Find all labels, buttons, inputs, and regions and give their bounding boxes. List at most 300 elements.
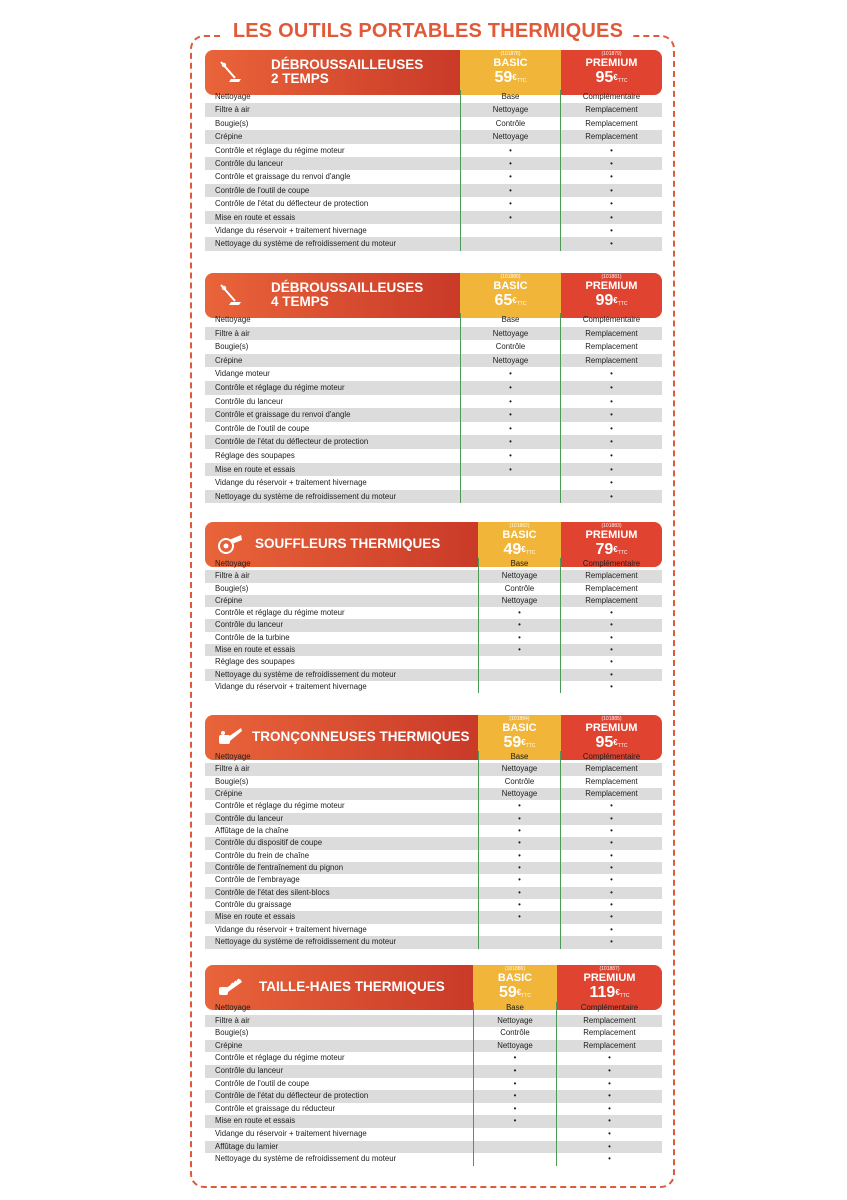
basic-cell bbox=[478, 656, 561, 668]
section-title-line2: 2 TEMPS bbox=[271, 71, 329, 86]
service-label: Vidange moteur bbox=[215, 369, 270, 379]
premium-cell: Remplacement bbox=[585, 342, 638, 352]
basic-cell: • bbox=[460, 463, 561, 477]
table-row bbox=[205, 924, 662, 936]
service-label: Nettoyage du système de refroidissement du moteur bbox=[215, 239, 397, 249]
basic-plan-label: BASIC bbox=[502, 722, 537, 734]
service-label: Contrôle du graissage bbox=[215, 900, 292, 910]
premium-price-ttc: TTC bbox=[617, 301, 628, 307]
basic-price-value: 59 bbox=[499, 984, 517, 1001]
premium-price-ttc: TTC bbox=[617, 743, 628, 749]
service-label: Nettoyage du système de refroidissement du moteur bbox=[215, 1154, 397, 1164]
premium-cell: • bbox=[610, 158, 613, 168]
basic-cell: Base bbox=[478, 558, 561, 570]
service-label: Contrôle du lanceur bbox=[215, 1065, 284, 1075]
basic-cell bbox=[473, 1128, 557, 1141]
premium-cell: • bbox=[610, 645, 613, 655]
basic-cell: • bbox=[478, 813, 561, 825]
basic-price-value: 49 bbox=[503, 541, 522, 558]
basic-cell: • bbox=[478, 899, 561, 911]
premium-plan-price bbox=[561, 69, 662, 90]
premium-cell: Complémentaire bbox=[580, 1003, 639, 1012]
basic-cell: • bbox=[460, 449, 561, 463]
table-row bbox=[205, 874, 662, 886]
table-row bbox=[205, 887, 662, 899]
section-title-bar bbox=[205, 50, 460, 95]
table-row bbox=[205, 1002, 662, 1015]
section-title bbox=[271, 58, 423, 86]
basic-plan-header bbox=[460, 273, 561, 318]
premium-cell: Remplacement bbox=[585, 571, 638, 581]
tool-section bbox=[205, 715, 662, 947]
premium-cell: • bbox=[610, 145, 613, 155]
premium-cell: Remplacement bbox=[583, 1040, 636, 1050]
basic-cell bbox=[478, 936, 561, 948]
table-row bbox=[205, 583, 662, 595]
table-row bbox=[205, 669, 662, 681]
premium-cell: • bbox=[608, 1053, 611, 1063]
service-label: Crépine bbox=[215, 1040, 243, 1050]
table-row bbox=[205, 327, 662, 341]
service-label: Bougie(s) bbox=[215, 118, 249, 128]
premium-cell: Remplacement bbox=[585, 328, 638, 338]
table-row bbox=[205, 117, 662, 130]
premium-cell: • bbox=[610, 382, 613, 392]
table-row bbox=[205, 144, 662, 157]
premium-plan-code: (101885) bbox=[601, 716, 622, 722]
basic-cell: • bbox=[473, 1052, 557, 1065]
basic-cell: Base bbox=[460, 90, 561, 103]
premium-cell: • bbox=[608, 1128, 611, 1138]
table-row bbox=[205, 237, 662, 250]
service-label: Contrôle du dispositif de coupe bbox=[215, 838, 323, 848]
basic-price-currency: € bbox=[512, 73, 517, 82]
service-label: Filtre à air bbox=[215, 328, 250, 338]
basic-cell: Nettoyage bbox=[460, 327, 561, 341]
table-row bbox=[205, 825, 662, 837]
premium-plan-header bbox=[561, 50, 662, 95]
basic-cell: Nettoyage bbox=[478, 763, 561, 775]
hedge-trimmer-icon bbox=[217, 974, 243, 1000]
table-row bbox=[205, 899, 662, 911]
table-row bbox=[205, 776, 662, 788]
basic-cell: • bbox=[478, 911, 561, 923]
premium-price-value: 119 bbox=[589, 984, 616, 1001]
premium-cell: • bbox=[610, 239, 613, 249]
basic-cell: • bbox=[473, 1078, 557, 1091]
premium-price-value: 99 bbox=[595, 292, 614, 309]
service-label: Contrôle du lanceur bbox=[215, 813, 284, 823]
basic-cell: • bbox=[460, 367, 561, 381]
basic-cell: • bbox=[473, 1090, 557, 1103]
table-row bbox=[205, 788, 662, 800]
premium-cell: Remplacement bbox=[583, 1015, 636, 1025]
table-row bbox=[205, 1128, 662, 1141]
basic-cell: Contrôle bbox=[460, 340, 561, 354]
basic-cell: Contrôle bbox=[473, 1027, 557, 1040]
premium-cell: • bbox=[610, 396, 613, 406]
basic-cell: Nettoyage bbox=[478, 788, 561, 800]
service-label: Nettoyage du système de refroidissement du moteur bbox=[215, 491, 397, 501]
table-row bbox=[205, 1141, 662, 1154]
premium-cell: Complémentaire bbox=[582, 315, 641, 324]
basic-plan-label: BASIC bbox=[493, 57, 528, 69]
service-label: Affûtage du lamier bbox=[215, 1141, 279, 1151]
table-row bbox=[205, 197, 662, 210]
table-row bbox=[205, 1052, 662, 1065]
service-label: Nettoyage bbox=[215, 1003, 251, 1012]
service-label: Mise en route et essais bbox=[215, 912, 296, 922]
basic-cell bbox=[460, 237, 561, 250]
premium-cell: • bbox=[610, 172, 613, 182]
premium-cell: • bbox=[610, 669, 613, 679]
basic-cell: Contrôle bbox=[478, 776, 561, 788]
premium-plan-header bbox=[561, 273, 662, 318]
premium-cell: • bbox=[610, 801, 613, 811]
service-label: Contrôle de l'embrayage bbox=[215, 875, 300, 885]
premium-price-value: 79 bbox=[595, 541, 614, 558]
table-row bbox=[205, 595, 662, 607]
service-label: Vidange du réservoir + traitement hivernage bbox=[215, 478, 367, 488]
service-label: Contrôle de la turbine bbox=[215, 632, 290, 642]
section-title-line1: SOUFFLEURS THERMIQUES bbox=[255, 536, 441, 551]
premium-cell: Complémentaire bbox=[582, 559, 641, 568]
table-row bbox=[205, 632, 662, 644]
table-row bbox=[205, 170, 662, 183]
basic-cell: Nettoyage bbox=[478, 595, 561, 607]
premium-cell: • bbox=[610, 608, 613, 618]
table-row bbox=[205, 103, 662, 116]
service-label: Contrôle et réglage du régime moteur bbox=[215, 1053, 345, 1063]
table-row bbox=[205, 211, 662, 224]
service-label: Crépine bbox=[215, 355, 243, 365]
premium-plan-code: (101879) bbox=[601, 51, 622, 57]
service-label: Contrôle et réglage du régime moteur bbox=[215, 608, 345, 618]
service-label: Mise en route et essais bbox=[215, 645, 296, 655]
basic-cell: • bbox=[460, 381, 561, 395]
premium-price-value: 95 bbox=[595, 69, 614, 86]
chainsaw-icon bbox=[217, 724, 243, 750]
table-row bbox=[205, 422, 662, 436]
premium-cell: • bbox=[608, 1065, 611, 1075]
premium-cell: • bbox=[608, 1141, 611, 1151]
service-label: Contrôle du lanceur bbox=[215, 396, 284, 406]
table-row bbox=[205, 435, 662, 449]
premium-plan-label: PREMIUM bbox=[585, 280, 638, 292]
premium-cell: • bbox=[610, 887, 613, 897]
basic-cell: • bbox=[473, 1103, 557, 1116]
service-label: Contrôle et graissage du renvoi d'angle bbox=[215, 172, 351, 182]
basic-cell: Contrôle bbox=[460, 117, 561, 130]
basic-price-value: 59 bbox=[494, 69, 513, 86]
blower-icon bbox=[217, 531, 243, 557]
table-row bbox=[205, 1065, 662, 1078]
basic-cell bbox=[478, 924, 561, 936]
table-row bbox=[205, 558, 662, 570]
service-label: Contrôle de l'entraînement du pignon bbox=[215, 863, 344, 873]
basic-cell: • bbox=[478, 862, 561, 874]
table-row bbox=[205, 751, 662, 763]
premium-cell: • bbox=[608, 1154, 611, 1164]
page-title: LES OUTILS PORTABLES THERMIQUES bbox=[224, 18, 632, 44]
basic-price-value: 59 bbox=[503, 734, 522, 751]
table-row bbox=[205, 644, 662, 656]
basic-plan-price bbox=[460, 69, 561, 90]
table-row bbox=[205, 313, 662, 327]
premium-cell: • bbox=[608, 1103, 611, 1113]
basic-price-value: 65 bbox=[494, 292, 513, 309]
basic-plan-code: (101878) bbox=[500, 51, 521, 57]
service-table bbox=[205, 90, 662, 251]
table-row bbox=[205, 911, 662, 923]
premium-cell: Remplacement bbox=[585, 118, 638, 128]
basic-price-ttc: TTC bbox=[525, 743, 536, 749]
basic-price-ttc: TTC bbox=[521, 993, 531, 999]
basic-cell: • bbox=[478, 632, 561, 644]
table-row bbox=[205, 381, 662, 395]
basic-cell: • bbox=[460, 197, 561, 210]
service-label: Filtre à air bbox=[215, 1015, 250, 1025]
premium-cell: Remplacement bbox=[585, 595, 638, 605]
basic-cell: • bbox=[478, 619, 561, 631]
basic-cell: • bbox=[478, 644, 561, 656]
premium-cell: • bbox=[610, 875, 613, 885]
basic-cell: • bbox=[460, 408, 561, 422]
basic-plan-label: BASIC bbox=[502, 529, 537, 541]
service-label: Contrôle et graissage du renvoi d'angle bbox=[215, 410, 351, 420]
premium-plan-label: PREMIUM bbox=[585, 529, 638, 541]
premium-plan-price bbox=[561, 292, 662, 313]
premium-cell: • bbox=[610, 900, 613, 910]
section-title-line1: TRONÇONNEUSES THERMIQUES bbox=[252, 729, 470, 744]
basic-plan-label: BASIC bbox=[493, 280, 528, 292]
service-label: Nettoyage bbox=[215, 92, 251, 101]
brushcutter-icon bbox=[217, 282, 243, 308]
service-label: Vidange du réservoir + traitement hivernage bbox=[215, 681, 367, 691]
premium-cell: • bbox=[610, 632, 613, 642]
basic-cell: Base bbox=[473, 1002, 557, 1015]
table-row bbox=[205, 862, 662, 874]
service-label: Contrôle de l'outil de coupe bbox=[215, 1078, 310, 1088]
section-header bbox=[205, 50, 662, 95]
section-title-line2: 4 TEMPS bbox=[271, 294, 329, 309]
basic-plan-code: (101880) bbox=[500, 274, 521, 280]
table-row bbox=[205, 1103, 662, 1116]
premium-cell: • bbox=[610, 863, 613, 873]
premium-cell: • bbox=[610, 478, 613, 488]
basic-cell: • bbox=[460, 144, 561, 157]
basic-cell: Contrôle bbox=[478, 583, 561, 595]
table-row bbox=[205, 1153, 662, 1166]
service-label: Contrôle du lanceur bbox=[215, 158, 284, 168]
section-title bbox=[255, 537, 440, 551]
basic-cell: • bbox=[460, 395, 561, 409]
premium-cell: • bbox=[610, 369, 613, 379]
premium-cell: Complémentaire bbox=[582, 92, 641, 101]
basic-cell: • bbox=[460, 422, 561, 436]
basic-cell: • bbox=[478, 800, 561, 812]
basic-price-ttc: TTC bbox=[516, 301, 527, 307]
premium-plan-label: PREMIUM bbox=[585, 57, 638, 69]
service-label: Bougie(s) bbox=[215, 342, 249, 352]
basic-price-ttc: TTC bbox=[516, 78, 527, 84]
section-title-line1: TAILLE-HAIES THERMIQUES bbox=[259, 979, 445, 994]
premium-cell: • bbox=[610, 199, 613, 209]
basic-price-currency: € bbox=[521, 738, 526, 747]
basic-cell: • bbox=[460, 435, 561, 449]
premium-price-ttc: TTC bbox=[617, 78, 628, 84]
tool-section bbox=[205, 50, 662, 249]
basic-cell: Base bbox=[478, 751, 561, 763]
premium-cell: Remplacement bbox=[585, 776, 638, 786]
basic-cell: Nettoyage bbox=[460, 354, 561, 368]
table-row bbox=[205, 476, 662, 490]
brushcutter-icon bbox=[217, 59, 243, 85]
section-header bbox=[205, 273, 662, 318]
basic-cell bbox=[473, 1153, 557, 1166]
basic-cell: • bbox=[460, 211, 561, 224]
premium-price-currency: € bbox=[613, 73, 618, 82]
basic-cell: Base bbox=[460, 313, 561, 327]
service-label: Filtre à air bbox=[215, 105, 250, 115]
basic-plan-header bbox=[460, 50, 561, 95]
basic-price-currency: € bbox=[521, 545, 526, 554]
basic-cell bbox=[478, 681, 561, 693]
table-row bbox=[205, 490, 662, 504]
table-row bbox=[205, 449, 662, 463]
service-label: Contrôle et réglage du régime moteur bbox=[215, 382, 345, 392]
premium-cell: • bbox=[610, 410, 613, 420]
service-label: Contrôle et graissage du réducteur bbox=[215, 1103, 336, 1113]
service-table bbox=[205, 1002, 662, 1166]
service-label: Contrôle du lanceur bbox=[215, 620, 284, 630]
tool-section bbox=[205, 965, 662, 1164]
basic-cell: • bbox=[460, 157, 561, 170]
table-row bbox=[205, 354, 662, 368]
premium-price-currency: € bbox=[613, 545, 618, 554]
basic-cell: • bbox=[478, 850, 561, 862]
premium-cell: • bbox=[610, 620, 613, 630]
service-label: Bougie(s) bbox=[215, 1028, 249, 1038]
premium-cell: Remplacement bbox=[583, 1028, 636, 1038]
premium-plan-code: (101883) bbox=[601, 523, 622, 529]
table-row bbox=[205, 1078, 662, 1091]
table-row bbox=[205, 367, 662, 381]
table-row bbox=[205, 763, 662, 775]
premium-cell: • bbox=[610, 850, 613, 860]
basic-cell bbox=[478, 669, 561, 681]
basic-price-currency: € bbox=[516, 988, 522, 997]
premium-cell: Remplacement bbox=[585, 355, 638, 365]
basic-plan-code: (101886) bbox=[504, 966, 525, 972]
premium-cell: • bbox=[610, 826, 613, 836]
premium-cell: • bbox=[610, 657, 613, 667]
basic-cell: • bbox=[478, 825, 561, 837]
table-row bbox=[205, 837, 662, 849]
table-row bbox=[205, 681, 662, 693]
service-table bbox=[205, 313, 662, 503]
service-label: Mise en route et essais bbox=[215, 1116, 296, 1126]
basic-plan-price bbox=[460, 292, 561, 313]
section-title-bar bbox=[205, 273, 460, 318]
service-table bbox=[205, 751, 662, 949]
table-row bbox=[205, 619, 662, 631]
service-table bbox=[205, 558, 662, 693]
table-row bbox=[205, 340, 662, 354]
service-label: Vidange du réservoir + traitement hivernage bbox=[215, 924, 367, 934]
basic-cell bbox=[460, 476, 561, 490]
service-label: Contrôle et réglage du régime moteur bbox=[215, 801, 345, 811]
service-label: Contrôle de l'état du déflecteur de protection bbox=[215, 1091, 369, 1101]
section-title-line1: DÉBROUSSAILLEUSES bbox=[271, 280, 424, 295]
table-row bbox=[205, 224, 662, 237]
table-row bbox=[205, 607, 662, 619]
service-label: Contrôle de l'outil de coupe bbox=[215, 423, 310, 433]
premium-cell: • bbox=[610, 423, 613, 433]
service-label: Affûtage de la chaîne bbox=[215, 826, 289, 836]
tool-section bbox=[205, 273, 662, 501]
service-label: Nettoyage bbox=[215, 752, 251, 761]
premium-cell: • bbox=[610, 924, 613, 934]
premium-cell: Remplacement bbox=[585, 764, 638, 774]
basic-cell: Nettoyage bbox=[473, 1015, 557, 1028]
premium-plan-label: PREMIUM bbox=[585, 722, 638, 734]
premium-price-ttc: TTC bbox=[617, 550, 628, 556]
basic-cell: • bbox=[473, 1065, 557, 1078]
premium-plan-code: (101881) bbox=[601, 274, 622, 280]
section-title bbox=[252, 730, 470, 744]
table-row bbox=[205, 656, 662, 668]
premium-cell: Remplacement bbox=[585, 132, 638, 142]
premium-cell: • bbox=[608, 1116, 611, 1126]
table-row bbox=[205, 130, 662, 143]
premium-cell: • bbox=[610, 491, 613, 501]
premium-cell: • bbox=[608, 1091, 611, 1101]
section-title-line1: DÉBROUSSAILLEUSES bbox=[271, 57, 424, 72]
basic-cell bbox=[460, 224, 561, 237]
basic-plan-code: (101884) bbox=[509, 716, 530, 722]
premium-cell: Complémentaire bbox=[582, 752, 641, 761]
premium-cell: • bbox=[610, 813, 613, 823]
basic-price-ttc: TTC bbox=[525, 550, 536, 556]
premium-cell: • bbox=[610, 450, 613, 460]
premium-cell: Remplacement bbox=[585, 789, 638, 799]
premium-price-currency: € bbox=[613, 738, 618, 747]
premium-cell: • bbox=[608, 1078, 611, 1088]
service-label: Filtre à air bbox=[215, 571, 250, 581]
table-row bbox=[205, 813, 662, 825]
basic-cell: • bbox=[478, 607, 561, 619]
table-row bbox=[205, 90, 662, 103]
basic-cell: Nettoyage bbox=[460, 103, 561, 116]
premium-price-ttc: TTC bbox=[619, 993, 630, 999]
premium-cell: • bbox=[610, 437, 613, 447]
service-label: Crépine bbox=[215, 132, 243, 142]
service-label: Contrôle et réglage du régime moteur bbox=[215, 145, 345, 155]
service-label: Contrôle de l'outil de coupe bbox=[215, 185, 310, 195]
service-label: Contrôle de l'état du déflecteur de protection bbox=[215, 437, 369, 447]
premium-price-value: 95 bbox=[595, 734, 614, 751]
table-row bbox=[205, 800, 662, 812]
table-row bbox=[205, 463, 662, 477]
basic-plan-code: (101882) bbox=[509, 523, 530, 529]
table-row bbox=[205, 936, 662, 948]
table-row bbox=[205, 1015, 662, 1028]
basic-cell: Nettoyage bbox=[473, 1040, 557, 1053]
section-title bbox=[271, 281, 423, 309]
table-row bbox=[205, 157, 662, 170]
basic-cell: • bbox=[460, 184, 561, 197]
